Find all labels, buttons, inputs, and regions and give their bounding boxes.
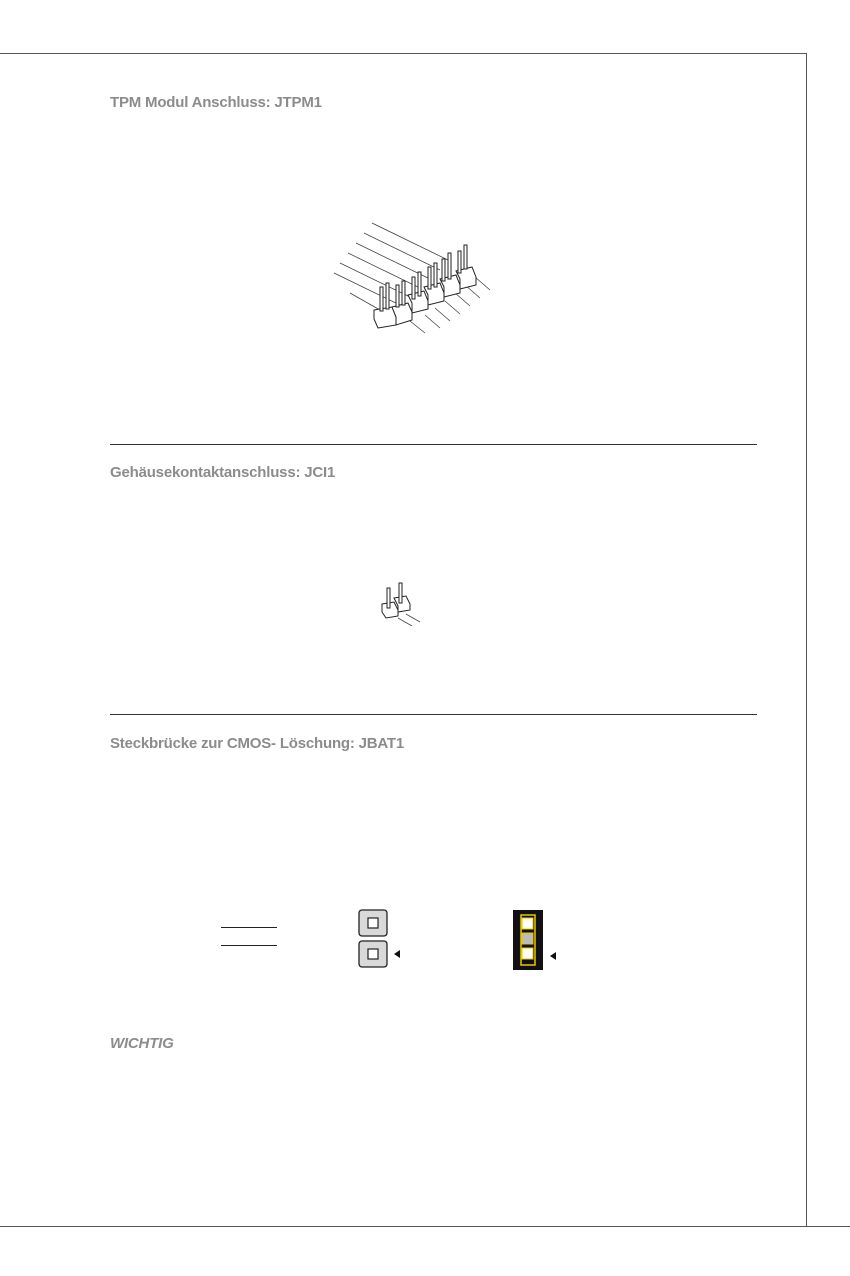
jumper-pins-diagram — [358, 909, 406, 971]
section-title-jbat: Steckbrücke zur CMOS- Löschung: JBAT1 — [110, 735, 405, 752]
notice-title: WICHTIG — [110, 1035, 174, 1052]
section-divider — [110, 714, 757, 715]
jci-connector-diagram — [378, 578, 428, 626]
section-title-jci: Gehäusekontaktanschluss: JCI1 — [110, 464, 336, 481]
pin1-marker-icon — [550, 952, 556, 960]
section-title-tpm: TPM Modul Anschluss: JTPM1 — [110, 94, 322, 111]
legend-line-top — [221, 927, 277, 928]
tpm-connector-diagram — [330, 215, 500, 340]
jumper-cap-diagram — [512, 909, 560, 971]
pin1-marker-icon — [394, 950, 400, 958]
page-frame-right — [806, 53, 807, 1227]
section-divider — [110, 444, 757, 445]
page-frame-bottom — [0, 1226, 850, 1227]
page-frame-top — [0, 53, 806, 54]
legend-line-bottom — [221, 945, 277, 946]
